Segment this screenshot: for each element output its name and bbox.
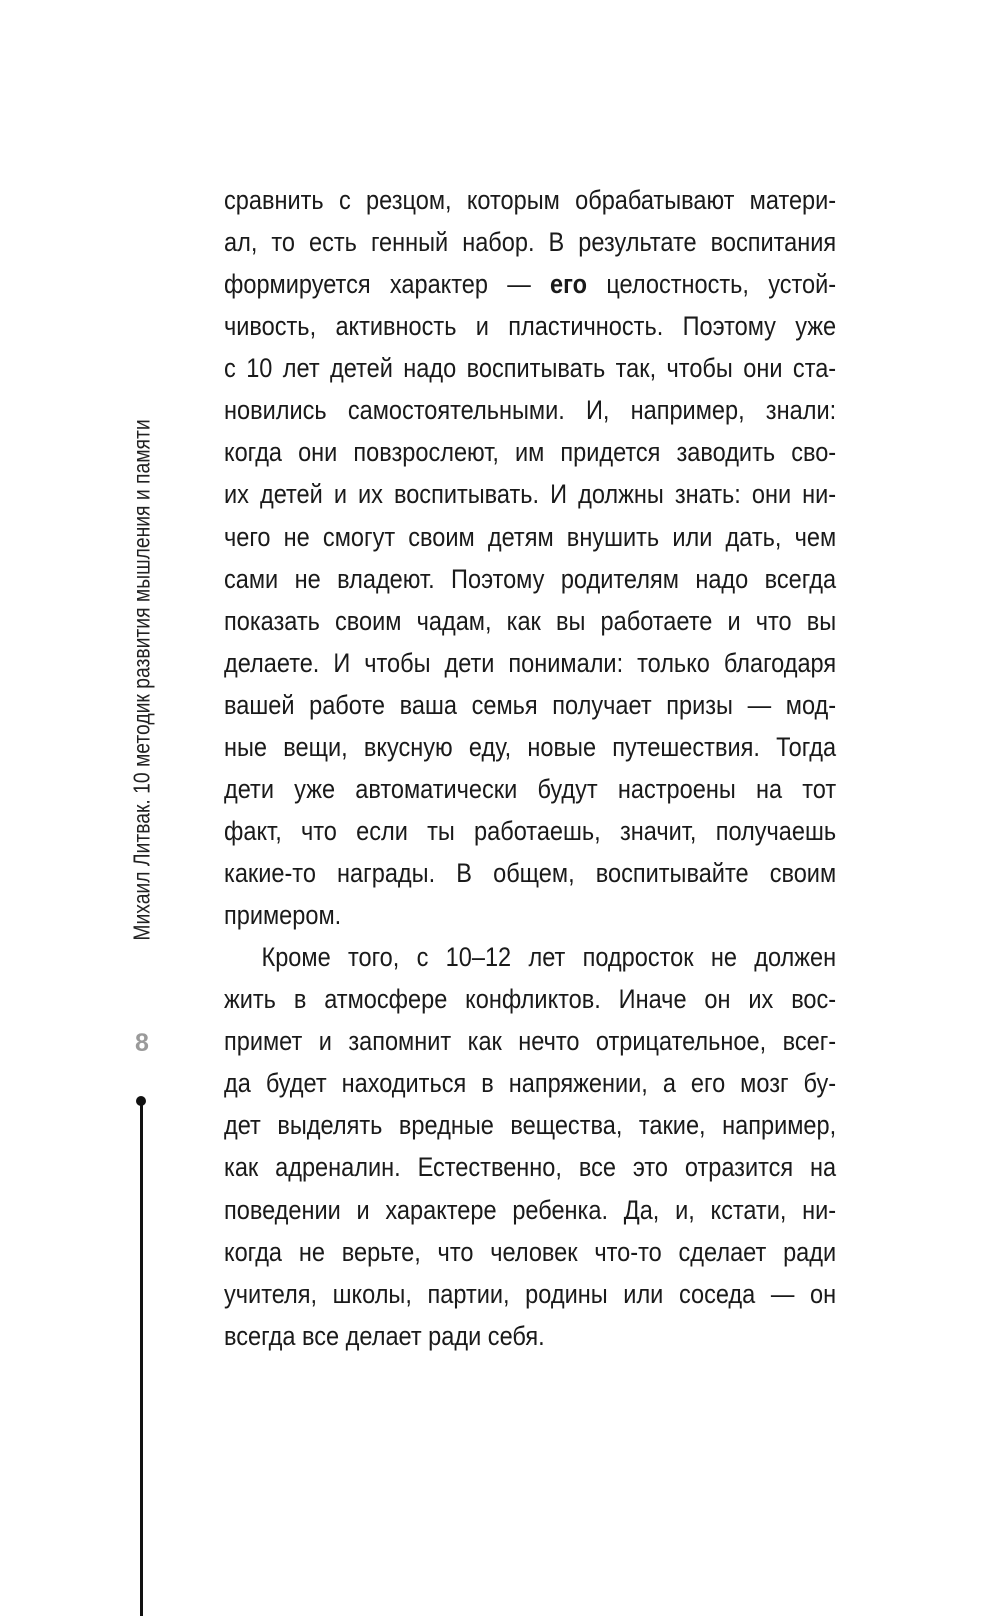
running-header	[129, 370, 156, 991]
text-segment: формируется характер —	[224, 269, 551, 300]
text-line: ные вещи, вкусную еду, новые путешествия. Тогда	[224, 731, 837, 762]
text-line: примером.	[224, 900, 342, 931]
text-line: жить в атмосфере конфликтов. Иначе он их вос-	[224, 984, 837, 1015]
text-line: Кроме того, с 10–12 лет подросток не должен	[261, 942, 837, 973]
text-line: примет и запомнит как нечто отрицательное, всег-	[224, 1026, 837, 1057]
text-line: показать своим чадам, как вы работаете и что вы	[224, 605, 837, 636]
text-line: чего не смогут своим детям внушить или дать, чем	[224, 521, 837, 552]
text-line: ал, то есть генный набор. В результате воспитания	[224, 227, 837, 258]
text-line: когда они повзрослеют, им придется заводить сво-	[224, 437, 837, 468]
text-segment: целостность, устой-	[587, 269, 837, 300]
body-text	[224, 179, 836, 1357]
text-line: чивость, активность и пластичность. Поэтому уже	[224, 311, 837, 342]
text-line: новились самостоятельными. И, например, знали:	[224, 395, 837, 426]
text-line: поведении и характере ребенка. Да, и, кстати, ни-	[224, 1194, 837, 1225]
running-header-text: Михаил Литвак. 10 методик развития мышления и памяти	[128, 419, 155, 941]
text-line: когда не верьте, что человек что-то сделает ради	[224, 1236, 837, 1267]
vertical-rule	[140, 1100, 143, 1616]
text-line: как адреналин. Естественно, все это отразится на	[224, 1152, 837, 1183]
text-line: дети уже автоматически будут настроены на тот	[224, 773, 837, 804]
text-line: всегда все делает ради себя.	[224, 1320, 545, 1351]
text-line: дет выделять вредные вещества, такие, например,	[224, 1110, 837, 1141]
text-line: учителя, школы, партии, родины или соседа — он	[224, 1278, 837, 1309]
text-line: сами не владеют. Поэтому родителям надо всегда	[224, 563, 837, 594]
text-line: делаете. И чтобы дети понимали: только благодаря	[224, 647, 837, 678]
page-number: 8	[135, 1029, 149, 1057]
text-line: вашей работе ваша семья получает призы — мод-	[224, 689, 837, 720]
text-line: сравнить с резцом, которым обрабатывают матери-	[224, 185, 837, 215]
text-line: да будет находиться в напряжении, а его мозг бу-	[224, 1068, 837, 1099]
text-line: их детей и их воспитывать. И должны знать: они ни-	[224, 479, 837, 510]
text-line: какие-то награды. В общем, воспитывайте своим	[224, 858, 837, 888]
text-line	[224, 263, 836, 305]
text-line: с 10 лет детей надо воспитывать так, чтобы они ста-	[224, 353, 837, 384]
text-line: факт, что если ты работаешь, значит, получаешь	[224, 815, 837, 846]
bold-word: его	[550, 269, 588, 300]
